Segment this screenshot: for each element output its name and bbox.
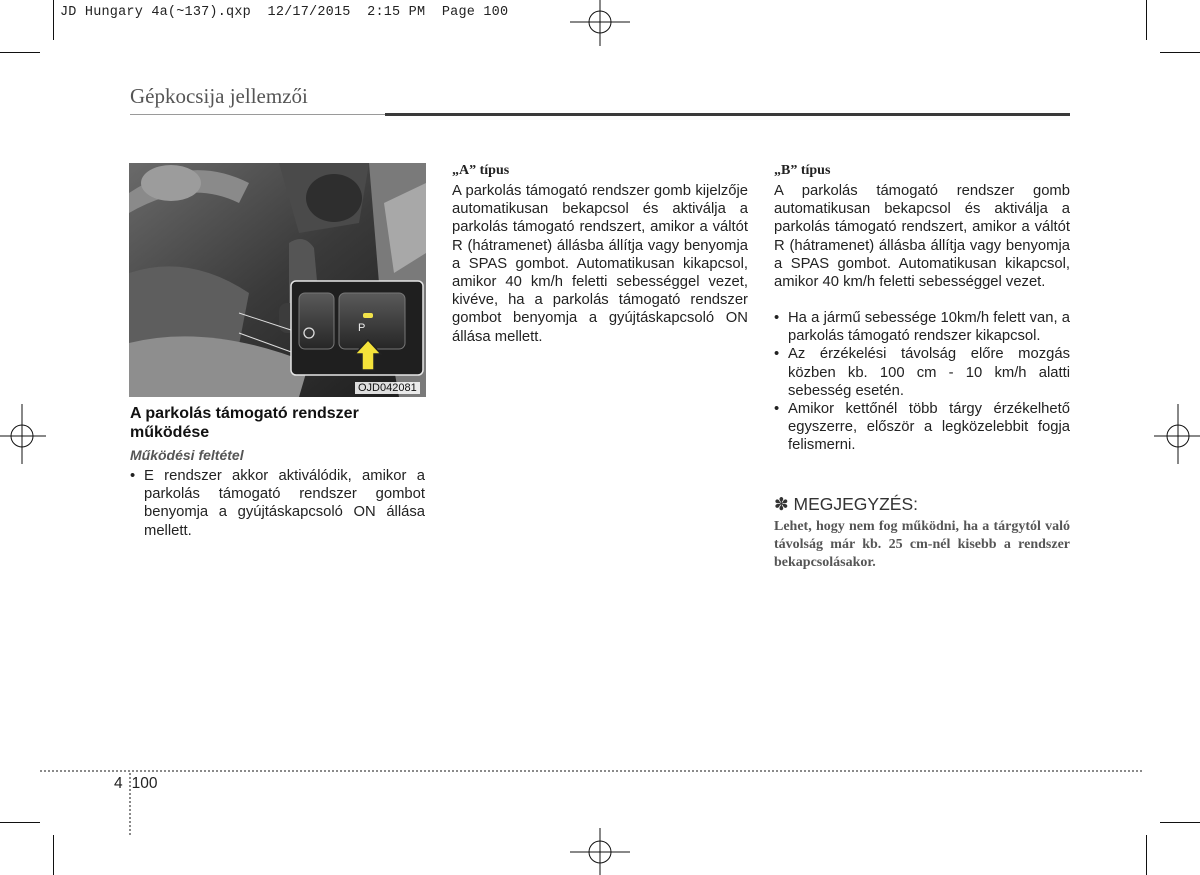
section-title: Gépkocsija jellemzői [130,84,308,108]
crop-mark [1160,822,1200,823]
registration-mark-bottom [570,828,630,875]
crop-mark [0,822,40,823]
crop-mark [1146,0,1147,40]
photo-caption: OJD042081 [355,382,420,394]
column1-bullets [130,467,425,540]
chapter-number: 4 [114,775,123,792]
column3-paragraph: A parkolás támogató rendszer gomb automatikusan bekapcsol és aktiválja a parkolás támogató rendszert, amikor a váltót R (hátramenet) állásba állítja vagy benyomja a SPAS gombot. Automatikusan kikapcsol, amikor 40 km/h feletti sebességgel vezet. [774,183,1070,291]
column3-heading: „B” típus [774,163,831,178]
title-rule [130,114,385,115]
registration-mark-top [570,0,630,46]
crop-mark [53,0,54,40]
list-item: • Az érzékelési távolság előre mozgás közben kb. 100 cm - 10 km/h alatti sebesség esetén. [774,345,1070,400]
column1-heading: A parkolás támogató rendszer működése [130,405,359,441]
note-text: Lehet, hogy nem fog működni, ha a tárgytól való távolság már kb. 25 cm-nél kisebb a rendszer bekapcsolásakor. [774,519,1070,570]
footer-divider [40,770,1142,772]
registration-mark-left [0,404,46,464]
page-number [114,775,158,793]
parking-button-label: P [358,322,366,334]
list-item: • E rendszer akkor aktiválódik, amikor a parkolás támogató rendszer gombot benyomja a gyújtáskapcsoló ON állása mellett. [130,467,425,540]
list-item: • Amikor kettőnél több tárgy érzékelhető egyszerre, először a legközelebbit fogja felismerni. [774,400,1070,455]
column1-subheading: Működési feltétel [130,447,244,463]
column3-bullets [774,309,1070,455]
list-item: • Ha a jármű sebessége 10km/h felett van, a parkolás támogató rendszer kikapcsol. [774,309,1070,345]
console-photo [129,163,426,397]
column2-paragraph: A parkolás támogató rendszer gomb kijelzője automatikusan bekapcsol és aktiválja a parkolás támogató rendszert, amikor a váltót R (hátramenet) állásba állítja vagy benyomja a SPAS gombot. Automatikusan kikapcsol, amikor 40 km/h feletti sebességgel vezet, kivéve, ha a parkolás támogató rendszer gombot benyomja a gyújtáskapcsoló ON állása mellett. [452,183,748,345]
arrow-up-icon [353,338,383,372]
crop-mark [0,52,40,53]
title-rule-thick [385,113,1070,116]
registration-mark-right [1154,404,1200,464]
column2-heading: „A” típus [452,163,510,178]
crop-mark [1160,52,1200,53]
page-number-value: 100 [131,775,158,792]
crop-mark [1146,835,1147,875]
file-header: JD Hungary 4a(~137).qxp 12/17/2015 2:15 PM Page 100 [60,5,509,20]
crop-mark [53,835,54,875]
note-title: ✽ MEGJEGYZÉS: [774,494,918,514]
